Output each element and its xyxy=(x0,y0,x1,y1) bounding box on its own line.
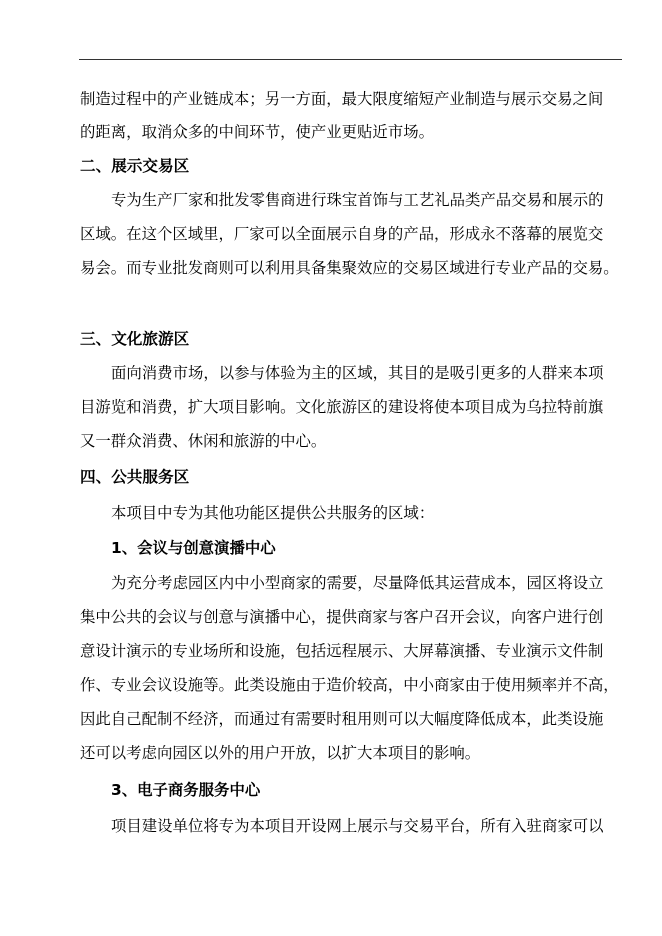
paragraph-line: 面向消费市场，以参与体验为主的区域，其目的是吸引更多的人群来本项 xyxy=(111,364,604,382)
paragraph-line: 集中公共的会议与创意与演播中心，提供商家与客户召开会议，向客户进行创 xyxy=(80,608,604,626)
header-rule xyxy=(79,59,622,60)
paragraph-line: 意设计演示的专业场所和设施，包括远程展示、大屏幕演播、专业演示文件制 xyxy=(80,642,604,660)
paragraph-line: 易会。而专业批发商则可以利用具备集聚效应的交易区域进行专业产品的交易。 xyxy=(80,259,619,277)
subsection-heading-ecommerce-center: 3、电子商务服务中心 xyxy=(111,781,261,799)
paragraph-line: 的距离，取消众多的中间环节，使产业更贴近市场。 xyxy=(80,123,434,141)
paragraph-line: 还可以考虑向园区以外的用户开放，以扩大本项目的影响。 xyxy=(80,744,481,762)
section-heading-public-service: 四、公共服务区 xyxy=(80,468,190,486)
paragraph-line: 区域。在这个区域里，厂家可以全面展示自身的产品，形成永不落幕的展览交 xyxy=(80,225,604,243)
paragraph-line: 专为生产厂家和批发零售商进行珠宝首饰与工艺礼品类产品交易和展示的 xyxy=(111,191,604,209)
subsection-heading-conference-center: 1、会议与创意演播中心 xyxy=(111,539,276,557)
paragraph-line: 制造过程中的产业链成本；另一方面，最大限度缩短产业制造与展示交易之间 xyxy=(80,90,604,108)
paragraph-line: 作、专业会议设施等。此类设施由于造价较高，中小商家由于使用频率并不高， xyxy=(80,676,619,694)
section-heading-exhibition-trade: 二、展示交易区 xyxy=(80,157,190,175)
paragraph-line: 目游览和消费，扩大项目影响。文化旅游区的建设将使本项目成为乌拉特前旗 xyxy=(80,398,604,416)
paragraph-line: 项目建设单位将专为本项目开设网上展示与交易平台，所有入驻商家可以 xyxy=(111,817,604,835)
paragraph-line: 本项目中专为其他功能区提供公共服务的区域： xyxy=(111,504,435,522)
paragraph-line: 为充分考虑园区内中小型商家的需要，尽量降低其运营成本，园区将设立 xyxy=(111,574,604,592)
paragraph-line: 因此自己配制不经济，而通过有需要时租用则可以大幅度降低成本，此类设施 xyxy=(80,710,604,728)
section-heading-culture-tourism: 三、文化旅游区 xyxy=(80,330,190,348)
paragraph-line: 又一群众消费、休闲和旅游的中心。 xyxy=(80,432,327,450)
